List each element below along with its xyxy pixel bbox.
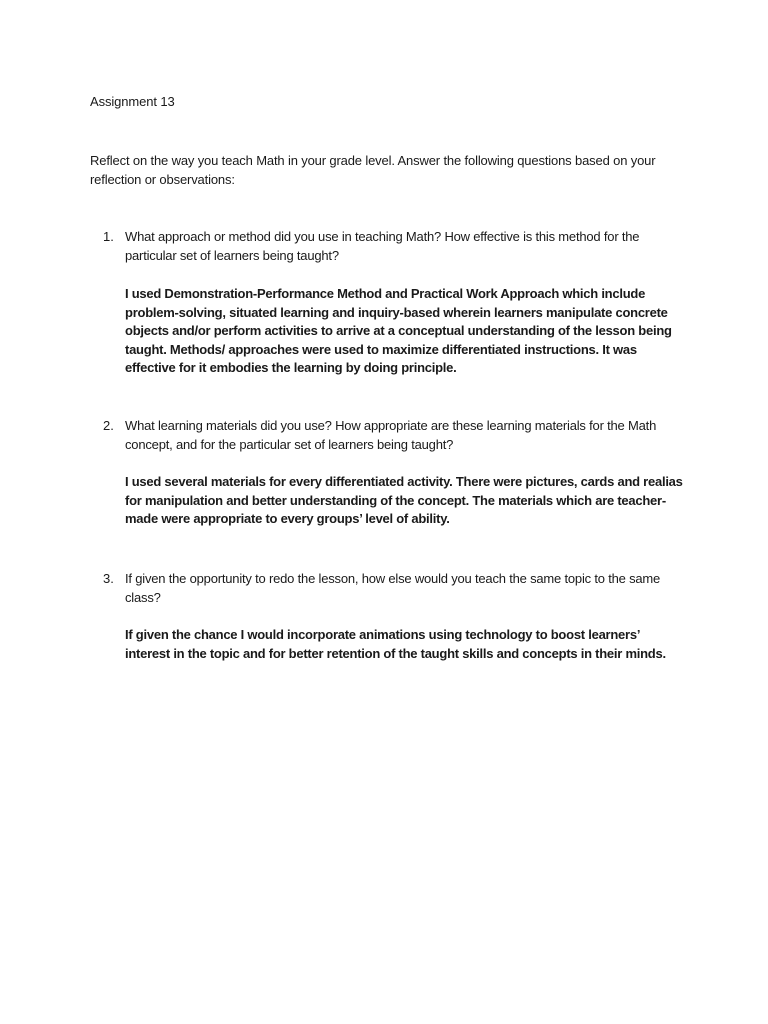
- question-text: If given the opportunity to redo the lesson, how else would you teach the same topic to the same class?: [125, 571, 661, 605]
- answer-text: I used Demonstration-Performance Method and Practical Work Approach which include problem-solving, situated learning and inquiry-based wherein learners manipulate concrete objects and/or perform activities to arrive at a conceptual understanding of the lesson being taught. Methods/ approaches were used to maximize differentiated instructions. It was effective for it embodies the learning by doing principle.: [125, 286, 672, 375]
- question-number: 3.: [103, 571, 114, 586]
- question-number: 2.: [103, 418, 114, 433]
- question-number: 1.: [103, 229, 114, 244]
- question-text: What learning materials did you use? How appropriate are these learning materials for the Math concept, and for the particular set of learners being taught?: [125, 418, 657, 452]
- answer-text: I used several materials for every differentiated activity. There were pictures, cards and realias for manipulation and better understanding of the concept. The materials which are teacher-made were appropriate to every groups’ level of ability.: [125, 474, 683, 526]
- instructions-paragraph: Reflect on the way you teach Math in your grade level. Answer the following questions based on your reflection or observations:: [90, 153, 656, 187]
- answer-text: If given the chance I would incorporate animations using technology to boost learners’ interest in the topic and for better retention of the taught skills and concepts in their minds.: [125, 627, 666, 661]
- question-text: What approach or method did you use in teaching Math? How effective is this method for the particular set of learners being taught?: [125, 229, 640, 263]
- document-title: Assignment 13: [90, 94, 175, 109]
